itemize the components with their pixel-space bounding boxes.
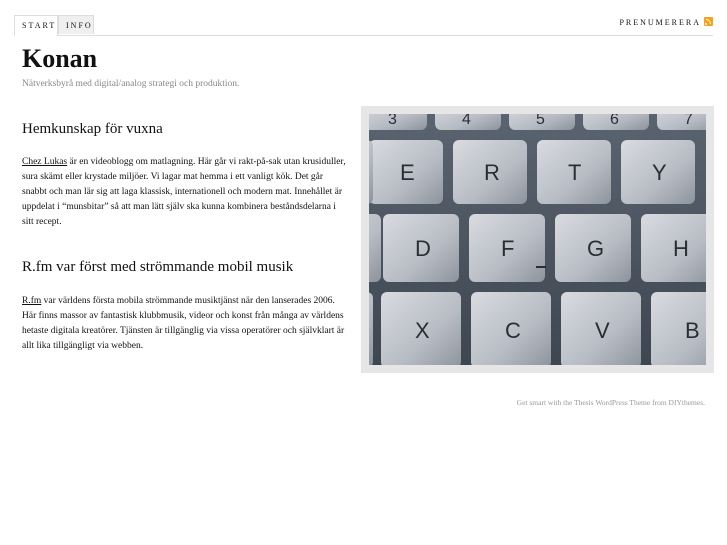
key-label: E xyxy=(400,160,415,185)
f-key-bump xyxy=(536,266,546,268)
key-label: X xyxy=(415,318,430,343)
key-cap-partial xyxy=(369,214,381,282)
subscribe-label: PRENUMERERA xyxy=(619,18,701,27)
post-text: var världens första mobila strömmande musiktjänst när den lanserades 2006. Här finns massor av fantastisk klubbmusik, videor och konst från många av världens hetaste digitala kreatörer. Tjänsten är tillgänglig via vissa operatörer och självklart är allt lika tillgängligt via webben. xyxy=(22,296,345,351)
rss-feed-icon xyxy=(704,17,713,26)
post-body-hemkunskap xyxy=(22,155,346,230)
rfm-link[interactable]: R.fm xyxy=(22,296,42,306)
key-label: T xyxy=(568,160,582,185)
key-label: G xyxy=(587,236,605,261)
key-label: F xyxy=(501,236,515,261)
key-label: 7 xyxy=(684,114,693,128)
key-label: V xyxy=(595,318,610,343)
key-cap-partial xyxy=(369,292,373,365)
key-label: 4 xyxy=(462,114,471,128)
key-label: C xyxy=(505,318,521,343)
keyboard-photo xyxy=(361,106,714,373)
post-body-rfm xyxy=(22,294,346,354)
key-cap xyxy=(369,114,427,130)
key-label: 5 xyxy=(536,114,545,128)
key-label: B xyxy=(685,318,700,343)
key-label: R xyxy=(484,160,500,185)
key-cap xyxy=(657,114,706,130)
keyboard-image xyxy=(369,114,706,365)
chez-lukas-link[interactable]: Chez Lukas xyxy=(22,157,68,167)
site-title[interactable]: Konan xyxy=(22,44,98,73)
key-label: 6 xyxy=(610,114,619,128)
top-nav xyxy=(14,15,713,36)
key-label: D xyxy=(415,236,431,261)
post-title-rfm[interactable]: R.fm var först med strömmande mobil musik xyxy=(22,259,294,275)
key-label: H xyxy=(673,236,689,261)
subscribe-link[interactable] xyxy=(619,17,713,27)
tab-start[interactable]: START xyxy=(14,15,58,36)
key-cap-partial xyxy=(369,140,373,204)
site-tagline: Nätverksbyrå med digital/analog strategi och produktion. xyxy=(22,79,240,89)
post-title-hemkunskap[interactable]: Hemkunskap för vuxna xyxy=(22,121,163,137)
post-text: är en videoblogg om matlagning. Här går vi rakt-på-sak utan krusiduller, sura skämt eller krystade miljöer. Vi lagar mat hemma i ett vanligt kök. Det går snabbt och man lär sig att laga klassisk, internationell och modern mat. Innehållet är uppdelat i “munsbitar” så att man lätt själv ska kunna kombinera beståndsdelarna i sitt recept. xyxy=(22,157,346,227)
tab-info[interactable]: INFO xyxy=(58,15,94,34)
key-label: Y xyxy=(652,160,667,185)
key-label: 3 xyxy=(388,114,397,128)
footer-credit: Get smart with the Thesis WordPress Theme from DIYthemes. xyxy=(516,398,705,407)
